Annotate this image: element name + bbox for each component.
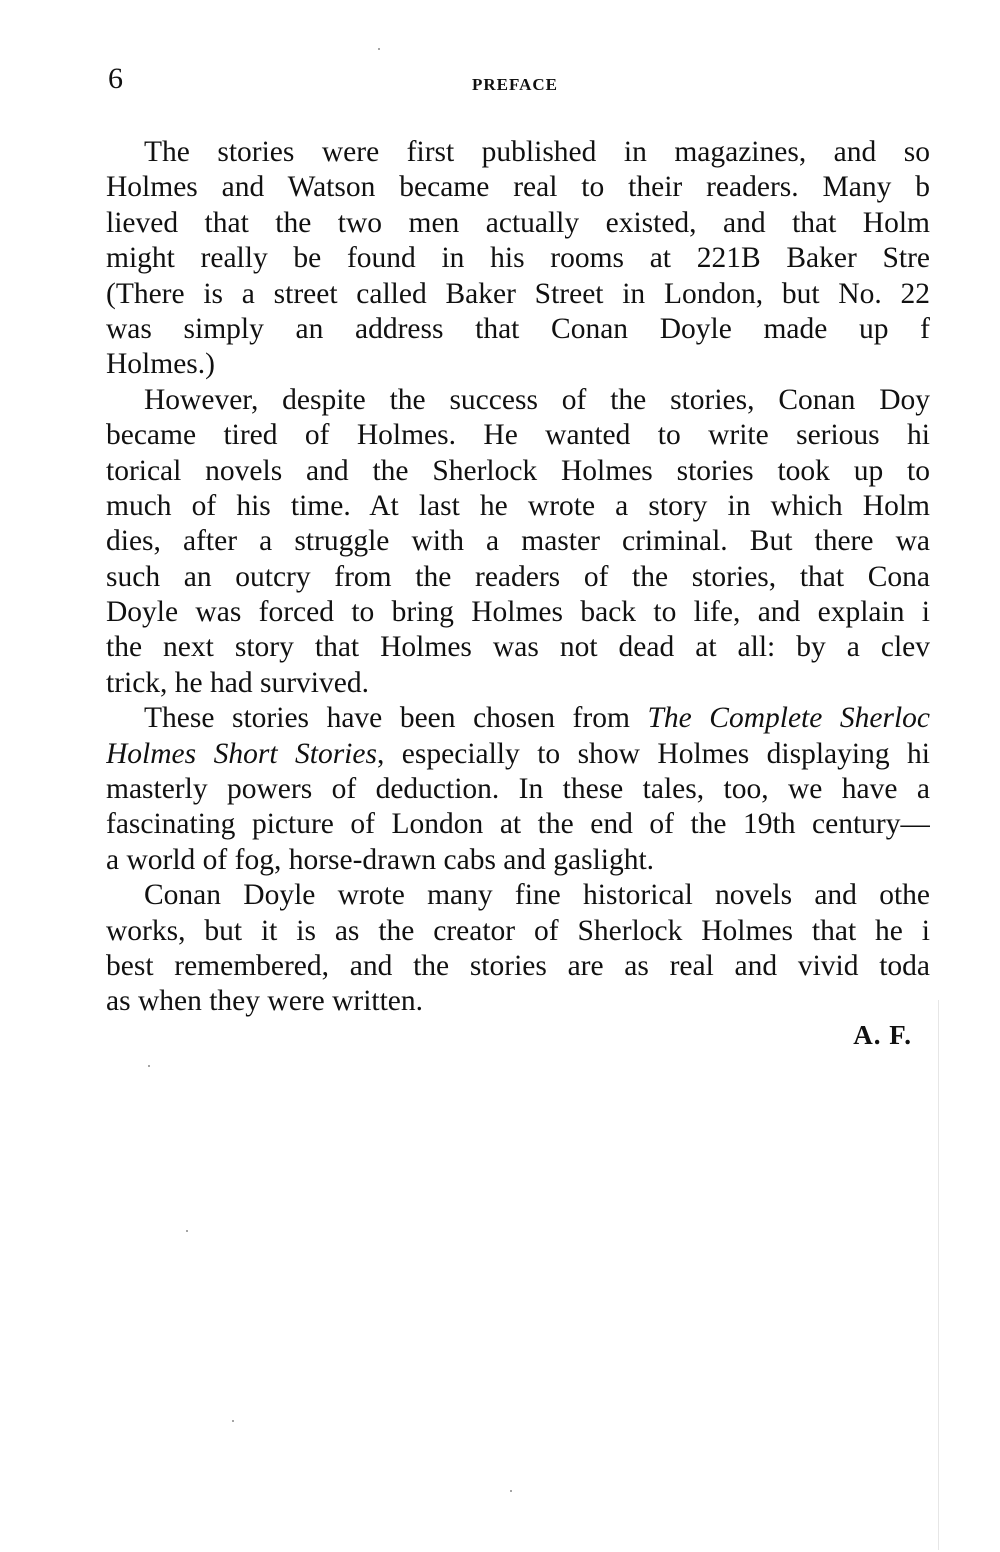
scan-speck <box>232 1420 234 1422</box>
scan-edge <box>938 1000 939 1550</box>
text-line: became tired of Holmes. He wanted to write serious hi <box>106 419 930 452</box>
text-line: Holmes.) <box>106 348 215 381</box>
text-line: Holmes and Watson became real to their readers. Many b <box>106 171 930 204</box>
text-line: works, but it is as the creator of Sherlock Holmes that he i <box>106 914 930 947</box>
paragraph-1 <box>106 135 930 383</box>
text-line: The stories were first published in magazines, and so <box>144 136 930 168</box>
text-line: a world of fog, horse-drawn cabs and gaslight. <box>106 843 655 876</box>
preface-text <box>106 135 930 1020</box>
text-line: fascinating picture of London at the end of the 19th century— <box>106 808 930 841</box>
text-line: best remembered, and the stories are as real and vivid toda <box>106 949 930 982</box>
running-head: PREFACE <box>472 75 559 94</box>
book-title: Holmes Short Stories <box>106 737 377 770</box>
text-line: trick, he had survived. <box>106 666 369 699</box>
author-signature: A. F. <box>853 1020 912 1050</box>
text-line <box>106 701 930 736</box>
text-line <box>106 737 930 772</box>
paragraph-3 <box>106 701 930 878</box>
text-line: such an outcry from the readers of the stories, that Cona <box>106 560 930 593</box>
text-run: These stories have been chosen from <box>144 702 648 735</box>
text-line: Conan Doyle wrote many fine historical novels and othe <box>144 879 930 912</box>
text-line: the next story that Holmes was not dead at all: by a clev <box>106 631 930 664</box>
text-line: (There is a street called Baker Street in London, but No. 22 <box>106 277 930 310</box>
scan-speck <box>510 1490 512 1492</box>
text-line: much of his time. At last he wrote a story in which Holm <box>106 489 930 522</box>
page-number: 6 <box>108 62 123 95</box>
paragraph-2 <box>106 383 930 702</box>
text-line: was simply an address that Conan Doyle made up f <box>106 312 930 345</box>
scan-speck <box>148 1065 150 1067</box>
text-line: as when they were written. <box>106 985 424 1018</box>
book-title: The Complete Sherloc <box>647 702 930 735</box>
text-line: Doyle was forced to bring Holmes back to life, and explain i <box>106 596 930 629</box>
paragraph-4 <box>106 878 930 1020</box>
scan-speck <box>186 1230 188 1232</box>
text-line: might really be found in his rooms at 221B Baker Stre <box>106 242 930 275</box>
text-run: , especially to show Holmes displaying hi <box>376 737 930 770</box>
text-line: masterly powers of deduction. In these tales, too, we have a <box>106 773 930 806</box>
text-line: dies, after a struggle with a master criminal. But there wa <box>106 525 930 558</box>
text-line: torical novels and the Sherlock Holmes stories took up to <box>106 454 930 487</box>
scan-speck <box>378 48 380 50</box>
text-line: lieved that the two men actually existed, and that Holm <box>106 206 930 239</box>
text-line: However, despite the success of the stories, Conan Doy <box>144 383 930 416</box>
